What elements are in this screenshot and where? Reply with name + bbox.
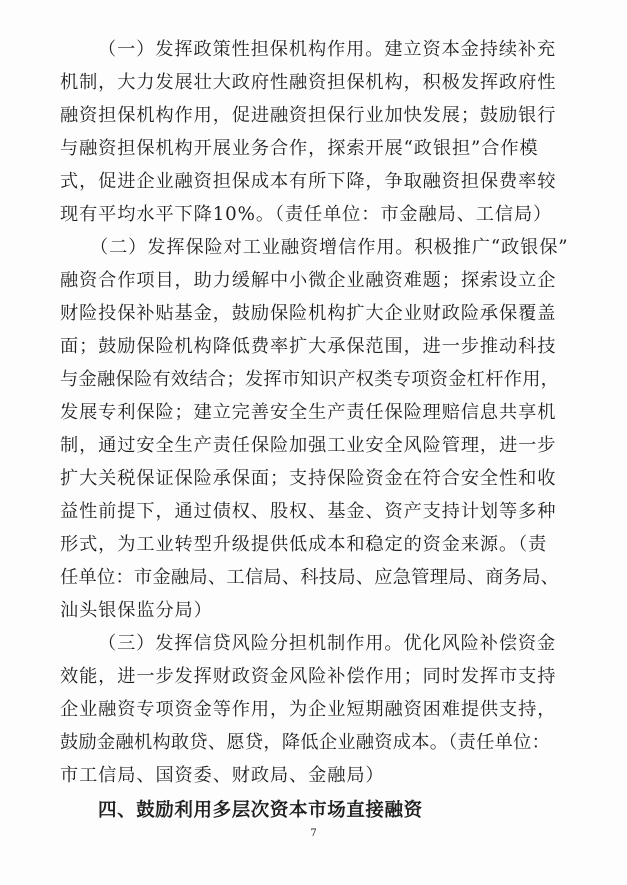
paragraph-line: 融资合作项目，助力缓解中小微企业融资难题；探索设立企 [60,270,557,291]
paragraph-line: 融资担保机构作用，促进融资担保行业加快发展；鼓励银行 [60,105,557,126]
paragraph-line: 扩大关税保证保险承保面；支持保险资金在符合安全性和收 [60,468,557,489]
paragraph-line: 与融资担保机构开展业务合作，探索开展“政银担”合作模 [60,138,539,159]
paragraph-line: 企业融资专项资金等作用，为企业短期融资困难提供支持， [60,699,557,720]
paragraph-line: 财险投保补贴基金，鼓励保险机构扩大企业财政险承保覆盖 [60,303,557,324]
paragraph-line: 汕头银保监分局） [60,600,213,621]
paragraph-line: 效能，进一步发挥财政资金风险补偿作用；同时发挥市支持 [60,666,557,687]
paragraph-line: 机制，大力发展壮大政府性融资担保机构，积极发挥政府性 [60,72,557,93]
paragraph-line: （三）发挥信贷风险分担机制作用。优化风险补偿资金 [98,633,557,654]
paragraph-line: 益性前提下，通过债权、股权、基金、资产支持计划等多种 [60,501,557,522]
paragraph-line: 形式，为工业转型升级提供低成本和稳定的资金来源。（责 [60,534,548,555]
paragraph-line: 现有平均水平下降10%。（责任单位：市金融局、工信局） [60,204,553,225]
paragraph-line: （一）发挥政策性担保机构作用。建立资本金持续补充 [98,39,557,60]
paragraph-line: （二）发挥保险对工业融资增信作用。积极推广“政银保” [90,237,569,258]
paragraph-line: 任单位：市金融局、工信局、科技局、应急管理局、商务局、 [60,567,560,588]
paragraph-line: 制，通过安全生产责任保险加强工业安全风险管理，进一步 [60,435,557,456]
paragraph-line: 发展专利保险；建立完善安全生产责任保险理赔信息共享机 [60,402,557,423]
paragraph-line: 式，促进企业融资担保成本有所下降，争取融资担保费率较 [60,171,557,192]
section-heading: 四、鼓励利用多层次资本市场直接融资 [98,800,423,821]
paragraph-line: 面；鼓励保险机构降低费率扩大承保范围，进一步推动科技 [60,336,557,357]
paragraph-line: 与金融保险有效结合；发挥市知识产权类专项资金杠杆作用， [60,369,560,390]
paragraph-line: 鼓励金融机构敢贷、愿贷，降低企业融资成本。（责任单位： [60,732,551,753]
page-number: 7 [310,828,317,839]
paragraph-line: 市工信局、国资委、财政局、金融局） [60,765,385,786]
